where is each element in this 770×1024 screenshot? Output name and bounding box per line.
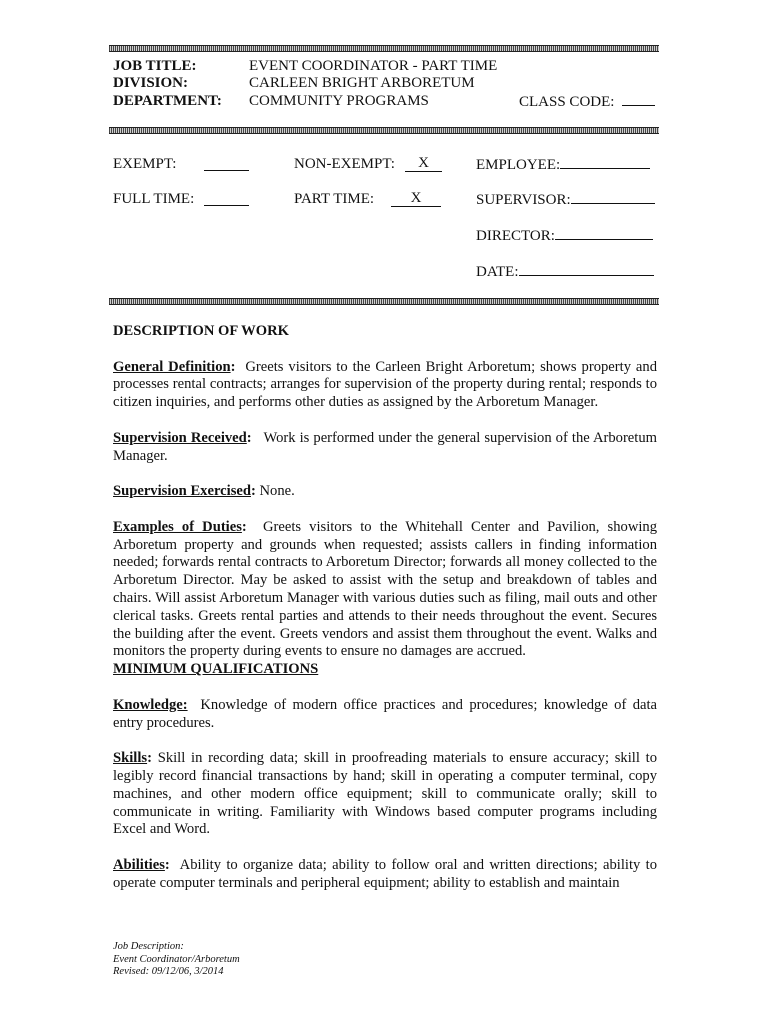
general-definition-paragraph: General Definition: Greets visitors to the Carleen Bright Arboretum; shows property and processes rental contracts; arranges for supervision of the property during rental; responds to citizen inquiries, and performs other duties as assigned by the Arboretum Manager.	[113, 358, 657, 411]
class-code-blank	[622, 92, 655, 106]
job-description-body	[113, 323, 657, 893]
employee-label: EMPLOYEE:	[476, 157, 561, 173]
skills-paragraph: Skills: Skill in recording data; skill in proofreading materials to ensure accuracy; skill to legibly record financial transactions by hand; skill in operating a computer terminal, copy machines, and other modern office equipment; skill to communicate orally; skill to communicate in writing. Familiarity with Windows based computer programs including Excel and Word.	[113, 750, 657, 838]
director-signature-line	[555, 226, 653, 240]
supervision-received-text: Work is performed under the general supervision of the Arboretum Manager.	[113, 429, 657, 464]
department-label: DEPARTMENT:	[113, 93, 222, 109]
knowledge-label: Knowledge:	[113, 696, 188, 713]
supervisor-label: SUPERVISOR:	[476, 192, 571, 208]
employee-signature-line	[560, 155, 650, 169]
full-time-label: FULL TIME:	[113, 191, 195, 207]
examples-of-duties-text: Greets visitors to the Whitehall Center and Pavilion, showing Arboretum property and grounds when requested; assists callers in finding information needed; forwards rental contracts to Arboretum Director; forwards all money collected to the Arboretum Director. May be asked to assist with the setup and breakdown of tables and chairs. Will assist Arboretum Manager with various duties such as filing, mail outs and other clerical tasks. Greets rental parties and attends to their needs throughout the event. Secures the building after the event. Greets vendors and assist them throughout the event. Walks and monitors the property during events to ensure no damages are accrued.	[113, 518, 658, 660]
supervisor-signature-line	[571, 190, 655, 204]
examples-of-duties-label: Examples of Duties	[113, 518, 242, 535]
director-label: DIRECTOR:	[476, 228, 555, 244]
part-time-mark: X	[391, 190, 441, 207]
abilities-text: Ability to organize data; ability to follow oral and written directions; ability to operate computer terminals and peripheral equipment; ability to establish and maintain	[113, 856, 657, 891]
non-exempt-mark: X	[405, 155, 442, 172]
full-time-blank	[204, 192, 249, 206]
supervision-received-label: Supervision Received	[113, 429, 247, 446]
supervision-exercised-paragraph: Supervision Exercised: None.	[113, 483, 295, 500]
supervision-exercised-text: None.	[259, 483, 295, 500]
abilities-label: Abilities	[113, 856, 165, 873]
department-value: COMMUNITY PROGRAMS	[249, 93, 429, 109]
description-of-work-heading: DESCRIPTION OF WORK	[113, 323, 289, 339]
header-bottom-rule	[109, 298, 659, 305]
header-top-rule	[109, 45, 659, 52]
employee-field	[476, 155, 650, 174]
general-definition-text: Greets visitors to the Carleen Bright Arboretum; shows property and processes rental contracts; arranges for supervision of the property during rental; responds to citizen inquiries, and performs other duties as assigned by the Arboretum Manager.	[113, 358, 657, 411]
date-field	[476, 262, 654, 281]
knowledge-text: Knowledge of modern office practices and procedures; knowledge of data entry procedures.	[113, 696, 658, 731]
footer-line-1: Job Description:	[113, 941, 184, 952]
footer-line-3: Revised: 09/12/06, 3/2014	[113, 966, 224, 977]
class-code-label: CLASS CODE:	[519, 94, 615, 110]
supervision-received-paragraph: Supervision Received: Work is performed under the general supervision of the Arboretum Manager.	[113, 429, 657, 464]
exempt-blank	[204, 157, 249, 171]
part-time-label: PART TIME:	[294, 191, 375, 207]
job-title-label: JOB TITLE:	[113, 58, 197, 74]
skills-text: Skill in recording data; skill in proofreading materials to ensure accuracy; skill to legibly record financial transactions by hand; skill in operating a computer terminal, copy machines, and other modern office equipment; skill to communicate orally; skill to communicate in writing. Familiarity with Windows based computer programs including Excel and Word.	[113, 750, 657, 838]
division-value: CARLEEN BRIGHT ARBORETUM	[249, 75, 475, 91]
non-exempt-label: NON-EXEMPT:	[294, 156, 395, 172]
abilities-paragraph: Abilities: Ability to organize data; ability to follow oral and written directions; ability to operate computer terminals and peripheral equipment; ability to establish and maintain	[113, 856, 657, 891]
general-definition-label: General Definition	[113, 358, 231, 375]
minimum-qualifications-heading: MINIMUM QUALIFICATIONS	[113, 661, 319, 678]
division-label: DIVISION:	[113, 75, 189, 91]
header-middle-rule	[109, 127, 659, 134]
exempt-label: EXEMPT:	[113, 156, 177, 172]
class-code-field	[519, 92, 655, 111]
date-label: DATE:	[476, 264, 519, 280]
date-signature-line	[519, 262, 654, 276]
supervision-exercised-label: Supervision Exercised	[113, 483, 251, 500]
director-field	[476, 226, 653, 245]
supervisor-field	[476, 190, 655, 209]
footer-line-2: Event Coordinator/Arboretum	[113, 953, 240, 965]
document-footer	[113, 941, 240, 979]
examples-of-duties-paragraph: Examples of Duties: Greets visitors to the Whitehall Center and Pavilion, showing Arboretum property and grounds when requested; assists callers in finding information needed; forwards rental contracts to Arboretum Director; forwards all money collected to the Arboretum Director. May be asked to assist with the setup and breakdown of tables and chairs. Will assist Arboretum Manager with various duties such as filing, mail outs and other clerical tasks. Greets rental parties and attends to their needs throughout the event. Secures the building after the event. Greets vendors and assist them throughout the event. Walks and monitors the property during events to ensure no damages are accrued.	[113, 518, 658, 660]
knowledge-paragraph	[113, 697, 657, 733]
job-title-value: EVENT COORDINATOR - PART TIME	[249, 58, 498, 74]
skills-label: Skills	[113, 750, 148, 767]
